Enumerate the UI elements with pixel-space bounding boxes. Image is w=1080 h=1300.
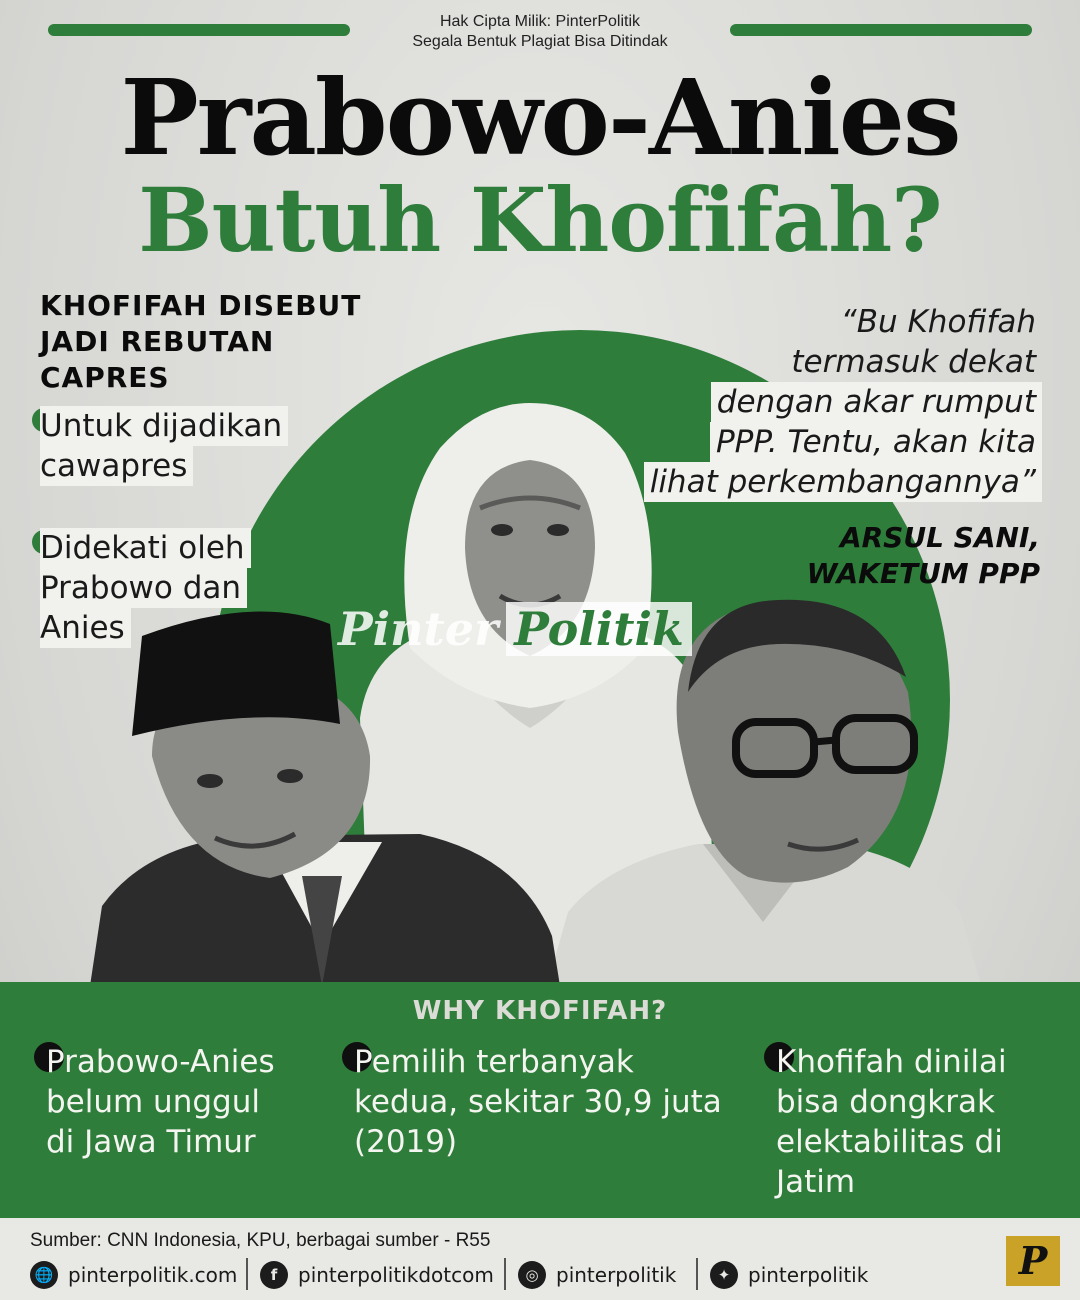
why-line: (2019) [354, 1124, 458, 1160]
bullet-line: cawapres [40, 446, 193, 486]
watermark-part-1: Pinter [338, 602, 499, 656]
footer-divider [696, 1258, 698, 1290]
footer-divider [504, 1258, 506, 1290]
quote-author-line: ARSUL SANI, [839, 521, 1040, 554]
copyright-line-1: Hak Cipta Milik: PinterPolitik [439, 13, 641, 30]
why-line: kedua, sekitar 30,9 juta [354, 1084, 722, 1120]
left-panel-heading [40, 288, 361, 396]
why-line: di Jawa Timur [46, 1124, 256, 1160]
bullet-line: Untuk dijadikan [40, 406, 288, 446]
facebook-icon: f [260, 1261, 288, 1289]
watermark-part-2: Politik [506, 602, 692, 656]
why-line: Khofifah dinilai [776, 1044, 1007, 1080]
why-section-title: WHY KHOFIFAH? [412, 996, 668, 1026]
social-label: pinterpolitikdotcom [298, 1263, 494, 1287]
page-title-line-1: Prabowo-Anies [120, 56, 960, 179]
copyright-notice [350, 12, 730, 52]
bullet-line: Prabowo dan [40, 568, 247, 608]
left-bullet-2 [40, 528, 251, 648]
social-instagram[interactable] [518, 1258, 676, 1292]
social-label: pinterpolitik [748, 1263, 869, 1287]
why-line: bisa dongkrak [776, 1084, 995, 1120]
bullet-line: Didekati oleh [40, 528, 251, 568]
quote-line: “Bu Khofifah [840, 304, 1036, 340]
footer-divider [246, 1258, 248, 1290]
why-line: elektabilitas di [776, 1124, 1003, 1160]
quote-block [602, 302, 1042, 502]
page-title-line-2: Butuh Khofifah? [138, 168, 942, 272]
quote-line: lihat perkembangannya” [644, 462, 1042, 502]
social-website[interactable] [30, 1258, 237, 1292]
social-facebook[interactable] [260, 1258, 494, 1292]
left-bullet-1 [40, 406, 288, 486]
top-decor-bar-left [48, 24, 350, 36]
pinterpolitik-logo: P [1006, 1236, 1060, 1286]
copyright-line-2: Segala Bentuk Plagiat Bisa Ditindak [412, 33, 668, 50]
quote-author [807, 520, 1040, 592]
source-note: Sumber: CNN Indonesia, KPU, berbagai sumber - R55 [30, 1230, 491, 1251]
why-line: Prabowo-Anies [46, 1044, 275, 1080]
quote-line: dengan akar rumput [711, 382, 1042, 422]
quote-line: PPP. Tentu, akan kita [710, 422, 1042, 462]
why-point-3 [776, 1042, 1007, 1202]
left-heading-line: JADI REBUTAN [40, 325, 275, 358]
top-decor-bar-right [730, 24, 1032, 36]
social-label: pinterpolitik.com [68, 1263, 238, 1287]
social-twitter[interactable] [710, 1258, 868, 1292]
why-line: Pemilih terbanyak [354, 1044, 634, 1080]
quote-author-line: WAKETUM PPP [806, 557, 1040, 590]
pinterpolitik-watermark [338, 600, 692, 658]
bullet-line: Anies [40, 608, 131, 648]
social-label: pinterpolitik [556, 1263, 677, 1287]
prabowo-portrait [90, 606, 560, 986]
left-heading-line: CAPRES [40, 361, 170, 394]
quote-line: termasuk dekat [791, 344, 1036, 380]
why-line: belum unggul [46, 1084, 260, 1120]
twitter-icon: ✦ [710, 1261, 738, 1289]
why-point-2 [354, 1042, 722, 1162]
globe-icon: 🌐 [30, 1261, 58, 1289]
why-line: Jatim [776, 1164, 856, 1200]
why-point-1 [46, 1042, 275, 1162]
instagram-icon: ◎ [518, 1261, 546, 1289]
left-heading-line: KHOFIFAH DISEBUT [40, 289, 362, 322]
